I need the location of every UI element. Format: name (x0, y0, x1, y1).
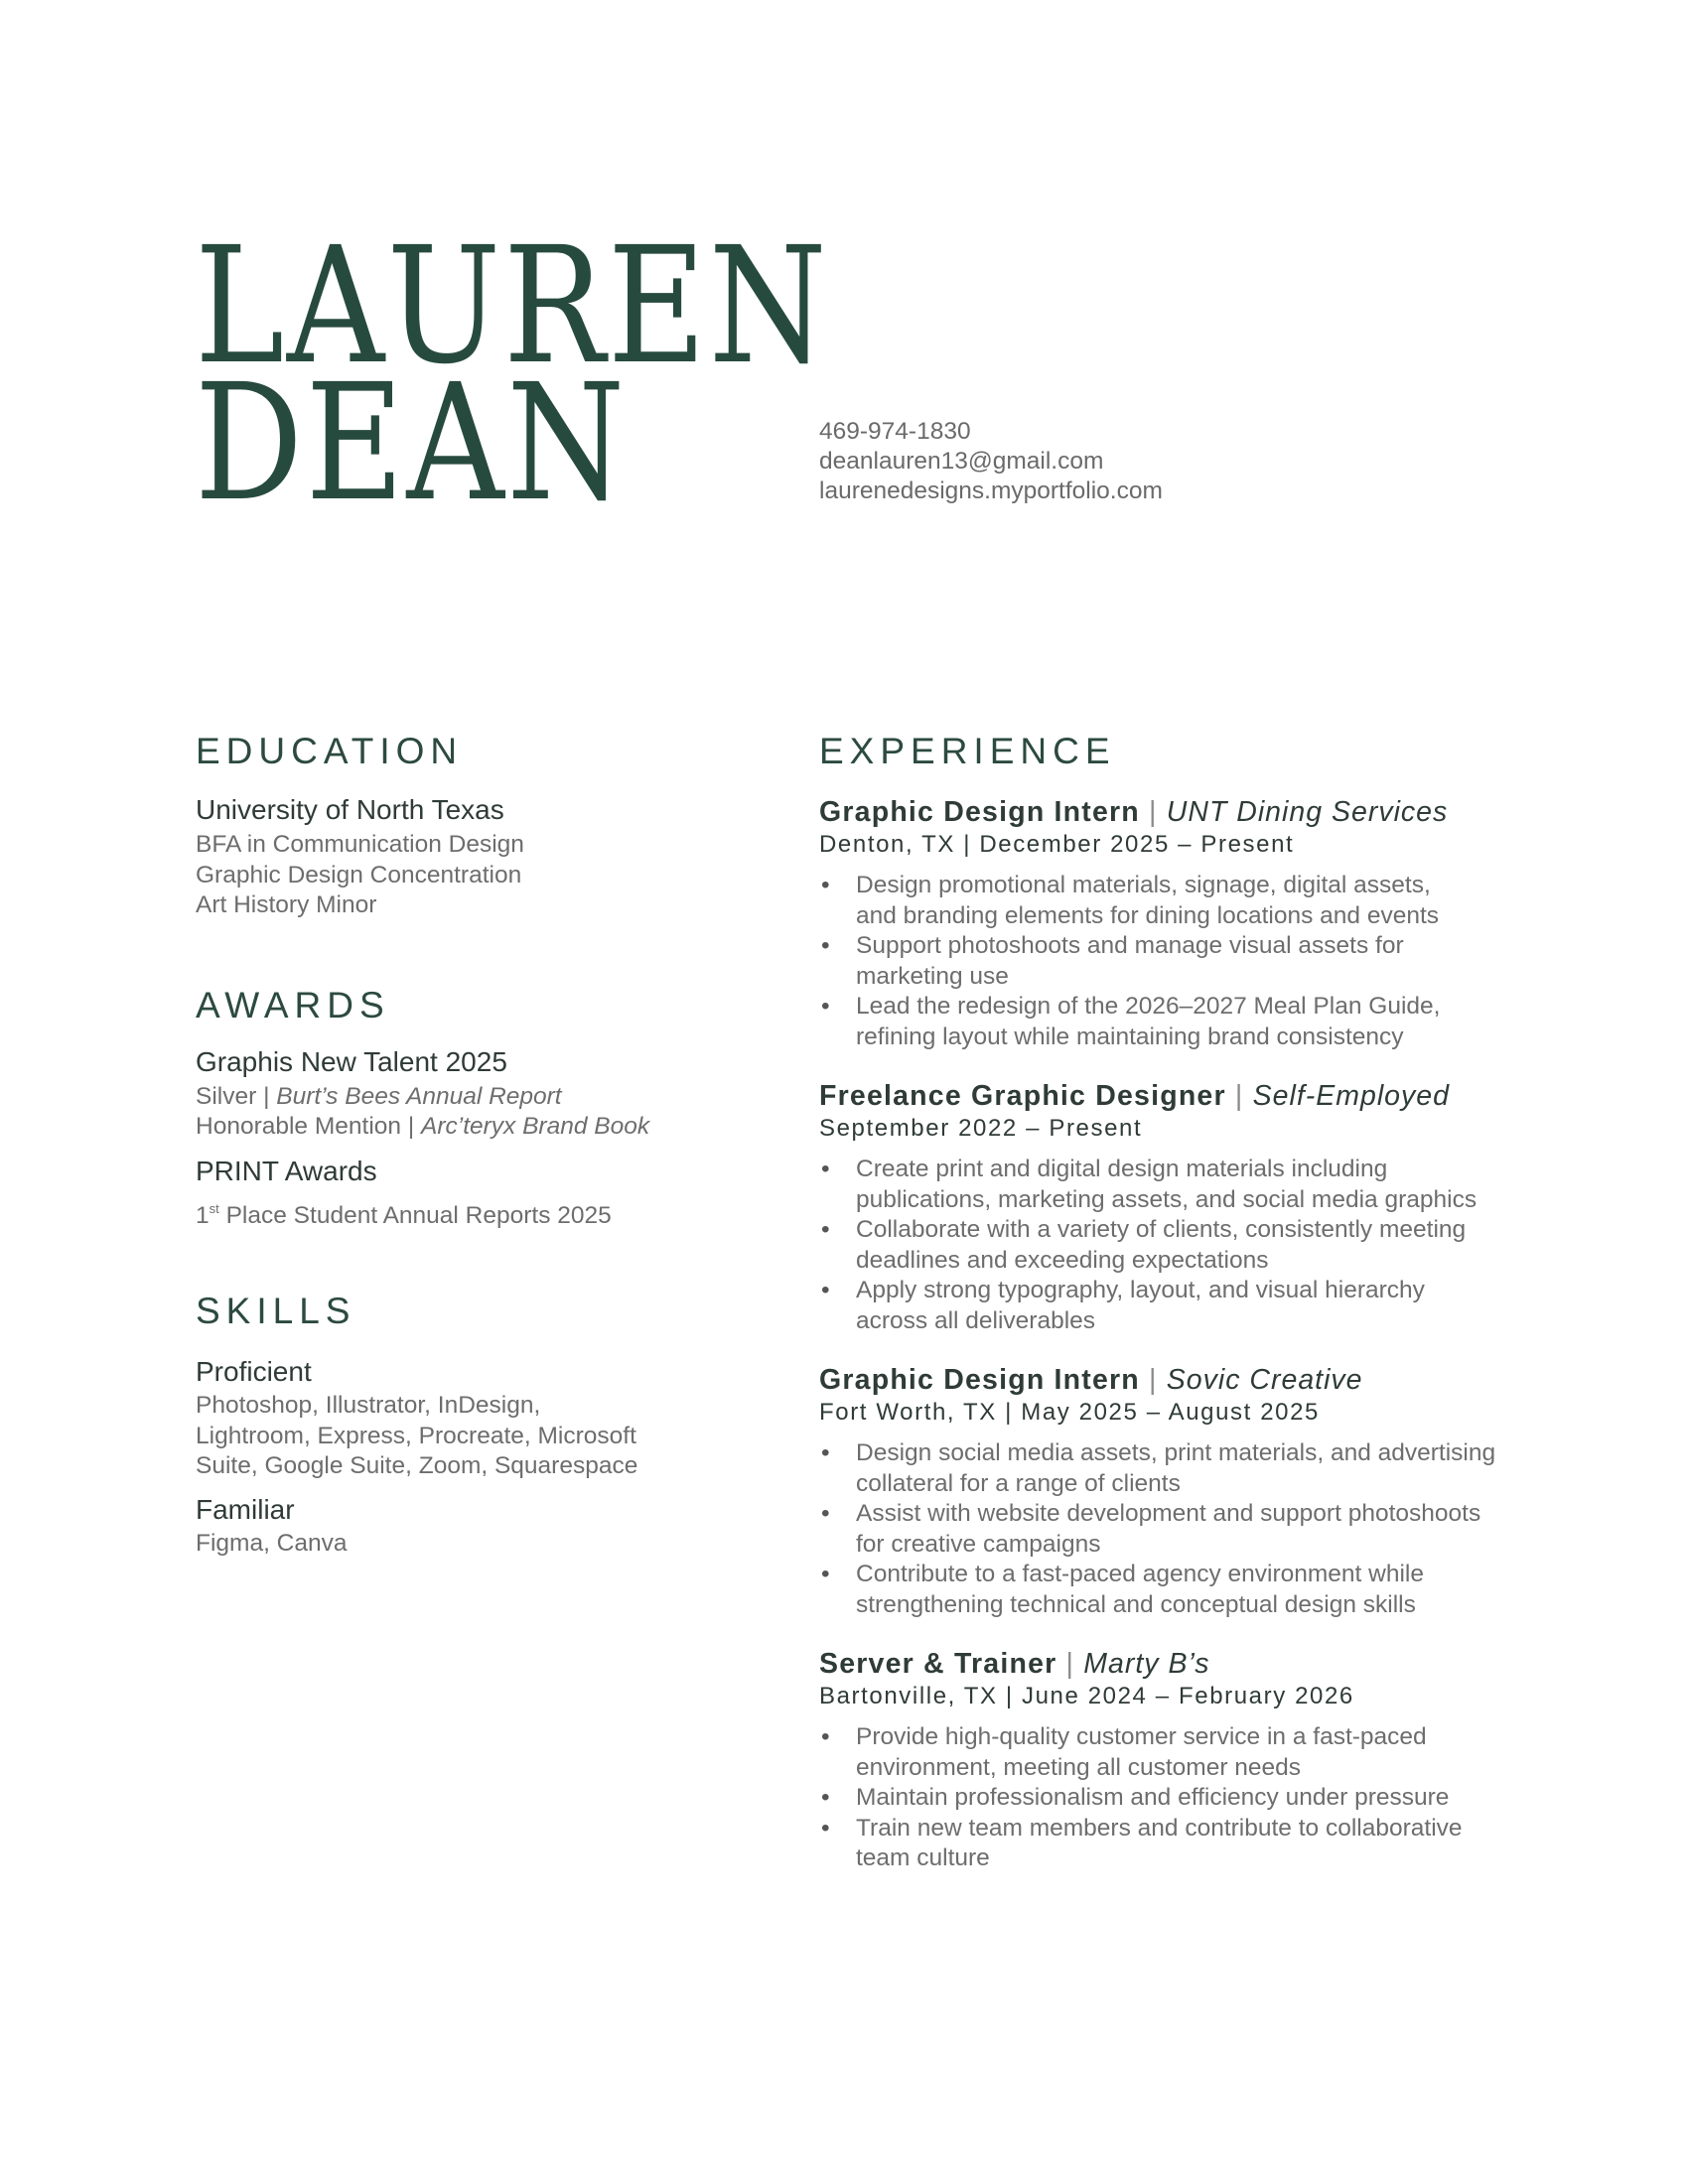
skill-list-line: Photoshop, Illustrator, InDesign, (196, 1392, 541, 1419)
bullet-item (819, 1155, 1514, 1215)
bullet-line: • Maintain professionalism and efficiency under pressure (856, 1784, 1450, 1811)
first-name: LAUREN (195, 213, 830, 400)
bullet-line: refining layout while maintaining brand consistency (856, 1023, 1404, 1050)
email-address: deanlauren13@gmail.com (819, 448, 1104, 475)
experience-entry (819, 1079, 1514, 1336)
bullet-line: • Create print and digital design materials including (856, 1156, 1388, 1182)
education-heading: EDUCATION (196, 731, 464, 771)
award-group-name: Graphis New Talent 2025 (196, 1045, 507, 1077)
bullet-item (819, 1560, 1514, 1620)
bullet-line: • Support photoshoots and manage visual assets for (856, 932, 1404, 959)
contact-block (819, 417, 1163, 506)
job-role: Freelance Graphic Designer (819, 1080, 1226, 1112)
degree-line: BFA in Communication Design (196, 831, 524, 858)
bullet-item (819, 992, 1514, 1052)
award-item: 1st Place Student Annual Reports 2025 (196, 1200, 612, 1229)
award-item: Silver | Burt’s Bees Annual Report (196, 1082, 562, 1110)
bullet-line: • Assist with website development and support photoshoots (856, 1500, 1481, 1527)
skill-level-label: Proficient (196, 1356, 312, 1387)
job-heading (819, 795, 1514, 829)
bullet-line: marketing use (856, 962, 1009, 990)
job-location-dates: Fort Worth, TX | May 2025 – August 2025 (819, 1399, 1320, 1426)
education-section (196, 730, 752, 921)
skill-list-line: Suite, Google Suite, Zoom, Squarespace (196, 1452, 638, 1479)
experience-entry (819, 1363, 1514, 1620)
bullet-item (819, 1499, 1514, 1560)
bullet-line: • Provide high-quality customer service in a fast-paced (856, 1723, 1427, 1750)
separator: | (1149, 1364, 1158, 1396)
bullet-line: publications, marketing assets, and social media graphics (856, 1185, 1477, 1213)
bullet-line: and branding elements for dining locations and events (856, 901, 1440, 929)
bullet-item (819, 1722, 1514, 1783)
experience-entry (819, 1647, 1514, 1874)
bullet-line: across all deliverables (856, 1306, 1096, 1334)
job-heading (819, 1363, 1514, 1397)
bullet-line: deadlines and exceeding expectations (856, 1246, 1269, 1274)
bullet-item (819, 1438, 1514, 1499)
concentration-line: Graphic Design Concentration (196, 861, 522, 888)
skills-section (196, 1290, 752, 1559)
bullet-line: collateral for a range of clients (856, 1469, 1181, 1497)
job-organization: Sovic Creative (1166, 1364, 1363, 1396)
right-column (819, 730, 1514, 1874)
bullet-item (819, 871, 1514, 931)
job-location-dates: September 2022 – Present (819, 1115, 1143, 1142)
separator: | (1065, 1648, 1075, 1680)
awards-section (196, 984, 752, 1232)
job-heading (819, 1647, 1514, 1681)
minor-line: Art History Minor (196, 891, 377, 918)
job-organization: Marty B’s (1083, 1648, 1210, 1680)
job-heading (819, 1079, 1514, 1113)
job-organization: Self-Employed (1252, 1080, 1450, 1112)
job-organization: UNT Dining Services (1166, 796, 1449, 828)
awards-heading: AWARDS (196, 984, 390, 1025)
bullet-line: • Collaborate with a variety of clients, consistently meeting (856, 1216, 1467, 1243)
bullet-item (819, 1215, 1514, 1276)
bullet-line: • Apply strong typography, layout, and visual hierarchy (856, 1277, 1425, 1303)
bullet-line: • Design promotional materials, signage, digital assets, (856, 872, 1431, 898)
bullet-item (819, 1783, 1514, 1814)
experience-heading: EXPERIENCE (819, 731, 1116, 771)
job-role: Graphic Design Intern (819, 796, 1140, 828)
bullet-item (819, 1814, 1514, 1874)
separator: | (1234, 1080, 1244, 1112)
job-bullets (819, 1438, 1514, 1620)
separator: | (1149, 796, 1158, 828)
bullet-line: team culture (856, 1844, 990, 1871)
phone-number: 469-974-1830 (819, 418, 971, 445)
job-bullets (819, 871, 1514, 1052)
skill-list-line: Lightroom, Express, Procreate, Microsoft (196, 1422, 636, 1449)
left-column (196, 730, 752, 1559)
skills-heading: SKILLS (196, 1291, 356, 1331)
bullet-line: for creative campaigns (856, 1530, 1101, 1558)
award-item: Honorable Mention | Arc’teryx Brand Book (196, 1113, 650, 1140)
bullet-line: • Design social media assets, print materials, and advertising (856, 1439, 1496, 1466)
job-role: Server & Trainer (819, 1648, 1057, 1680)
job-bullets (819, 1155, 1514, 1336)
portfolio-url: laurenedesigns.myportfolio.com (819, 478, 1163, 504)
job-location-dates: Bartonville, TX | June 2024 – February 2026 (819, 1683, 1354, 1709)
skill-level-label: Familiar (196, 1493, 295, 1525)
job-location-dates: Denton, TX | December 2025 – Present (819, 831, 1295, 858)
resume-name (195, 213, 830, 537)
school-name: University of North Texas (196, 794, 504, 825)
skill-list-line: Figma, Canva (196, 1529, 348, 1557)
bullet-line: • Lead the redesign of the 2026–2027 Meal Plan Guide, (856, 993, 1441, 1020)
bullet-line: • Contribute to a fast-paced agency environment while (856, 1561, 1424, 1587)
bullet-line: environment, meeting all customer needs (856, 1753, 1302, 1781)
bullet-line: strengthening technical and conceptual design skills (856, 1590, 1416, 1618)
last-name: DEAN (195, 350, 628, 537)
bullet-item (819, 1276, 1514, 1336)
experience-entry (819, 795, 1514, 1052)
bullet-line: • Train new team members and contribute to collaborative (856, 1814, 1463, 1842)
job-bullets (819, 1722, 1514, 1874)
experience-list (819, 795, 1514, 1874)
bullet-item (819, 931, 1514, 992)
award-group-name: PRINT Awards (196, 1155, 377, 1186)
job-role: Graphic Design Intern (819, 1364, 1140, 1396)
